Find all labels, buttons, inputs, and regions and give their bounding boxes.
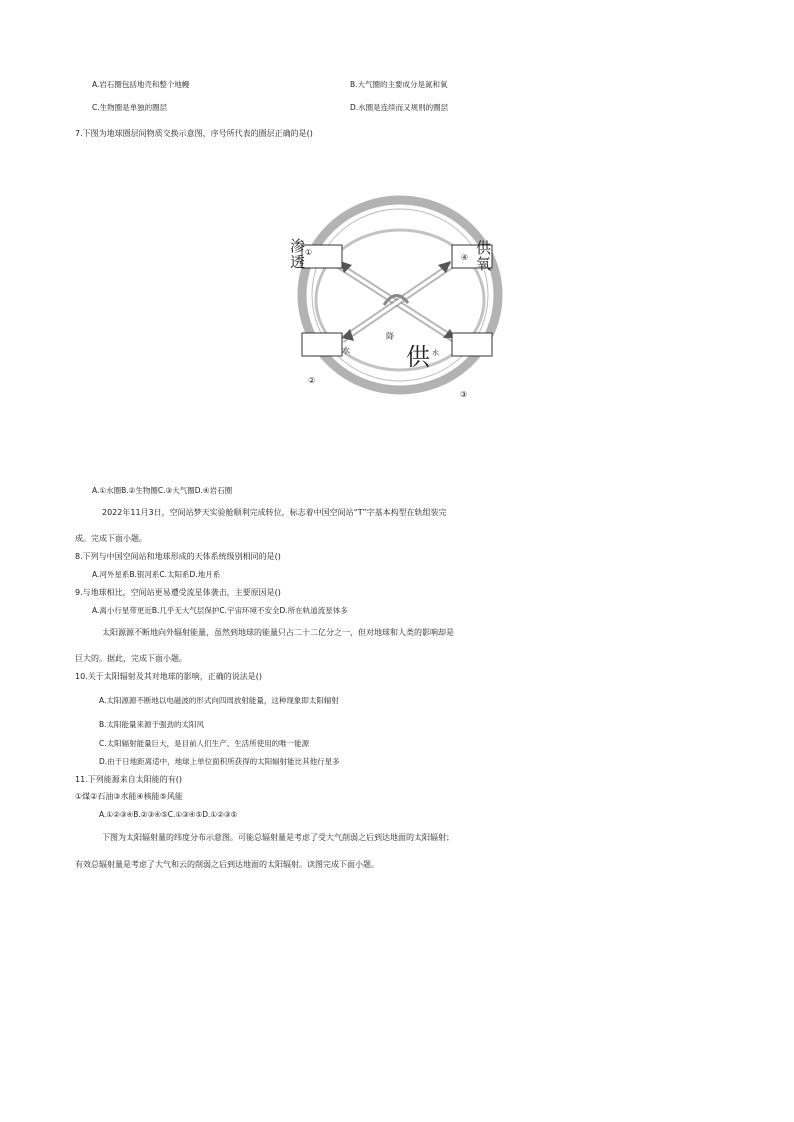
q6-option-a: A.岩石圈包括地壳和整个地幔 (92, 80, 190, 89)
label-n4: ④ (461, 253, 469, 262)
q10-option-d: D.由于日地距离适中，地球上单位面积所获得的太阳辐射能比其他行星多 (99, 757, 340, 766)
q11-options: A.①②③④B.②③④⑤C.①③④⑤D.①②③⑤ (99, 810, 238, 819)
q8-options: A.河外星系B.银河系C.太阳系D.地月系 (92, 570, 221, 579)
label-jiang: 降 (386, 332, 394, 341)
q8-stem: 8.下列与中国空间站和地球形成的天体系统级别相同的是() (75, 552, 281, 561)
passage3-line2: 有效总辐射量是考虑了大气和云的削弱之后到达地面的太阳辐射。读图完成下面小题。 (75, 860, 379, 869)
label-shui-left: 水 (342, 346, 350, 355)
q10-option-b: B.太阳能量来源于强劲的太阳风 (99, 720, 205, 729)
q6-option-c: C.生物圈是单独的圈层 (92, 103, 168, 112)
passage1-line1: 2022年11月3日，空间站梦天实验舱顺利完成转位，标志着中国空间站“T”字基本构型在轨组装完 (102, 508, 447, 517)
label-shen: 渗 (290, 237, 306, 255)
q10-option-a: A.太阳源源不断地以电磁波的形式向四周放射能量，这种现象即太阳辐射 (99, 696, 339, 705)
label-gong-big: 供 (406, 343, 430, 371)
q11-stem: 11.下列能源来自太阳能的有() (75, 775, 182, 784)
box-2 (302, 333, 342, 356)
q9-stem: 9.与地球相比，空间站更易遭受流星体袭击，主要原因是() (75, 588, 281, 597)
q6-option-d: D.水圈是连续而又规则的圈层 (350, 103, 449, 112)
q10-stem: 10.关于太阳辐射及其对地球的影响，正确的说法是() (75, 672, 262, 681)
q7-options: A.①水圈B.②生物圈C.③大气圈D.④岩石圈 (92, 486, 233, 495)
label-n3: ③ (460, 390, 468, 399)
sphere-exchange-diagram (280, 195, 520, 410)
label-n2: ② (308, 376, 316, 385)
q9-options: A.离小行星带更近B.几乎无大气层保护C.宇宙环境不安全D.所在轨道流星体多 (92, 606, 348, 615)
passage1-line2: 成。完成下面小题。 (75, 534, 147, 543)
q7-stem: 7.下图为地球圈层间物质交换示意图，序号所代表的圈层正确的是() (75, 129, 313, 138)
label-tou: 透 (290, 253, 306, 271)
box-3 (452, 333, 492, 356)
passage2-line2: 巨大的。据此，完成下面小题。 (75, 654, 187, 663)
q6-option-b: B.大气圈的主要成分是氮和氧 (350, 80, 448, 89)
passage2-line1: 太阳源源不断地向外辐射能量，虽然到地球的能量只占二十二亿分之一，但对地球和人类的影响却是 (102, 628, 454, 637)
label-shui-right: 水 (432, 349, 439, 357)
label-qi: 氧 (476, 255, 492, 273)
label-n1: ① (305, 248, 313, 257)
q11-items: ①煤②石油③水能④核能⑤风能 (75, 792, 183, 801)
passage3-line1: 下图为太阳辐射量的纬度分布示意图。可能总辐射量是考虑了受大气削弱之后到达地面的太阳辐射； (102, 833, 454, 842)
q10-option-c: C.太阳辐射能量巨大，是目前人们生产、生活所使用的唯一能源 (99, 739, 310, 748)
label-gong-top: 供 (476, 239, 492, 257)
